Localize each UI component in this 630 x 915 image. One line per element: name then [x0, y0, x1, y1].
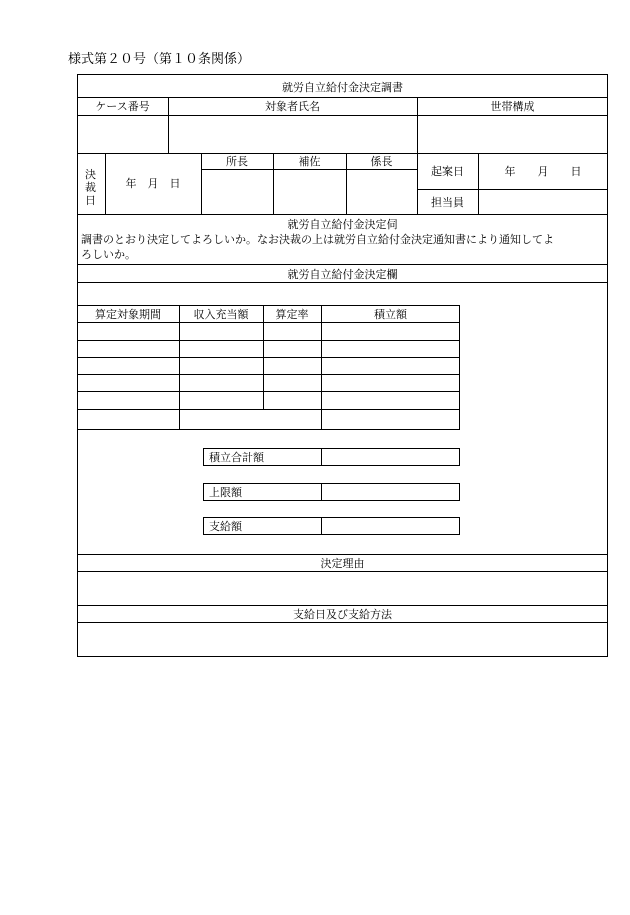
column-header: 収入充当額	[193, 308, 249, 321]
assistant-stamp-field[interactable]	[274, 170, 345, 213]
decision-date-label: 決裁日	[85, 168, 96, 207]
draft-date-value[interactable]: 年 月 日	[504, 165, 582, 178]
case-number-field[interactable]	[78, 116, 167, 152]
form-title: 就労自立給付金決定調書	[282, 81, 403, 94]
household-label: 世帯構成	[490, 100, 535, 113]
inquiry-title: 就労自立給付金決定伺	[287, 218, 398, 231]
table-row	[77, 374, 460, 375]
payment-label: 支給額	[209, 520, 242, 533]
officer-field[interactable]	[479, 190, 607, 213]
decision-date-value[interactable]: 年 月 日	[125, 177, 181, 190]
decision-title: 就労自立給付金決定欄	[287, 268, 398, 281]
director-label: 所長	[226, 155, 248, 168]
divider	[77, 554, 608, 555]
officer-label: 担当員	[431, 196, 464, 209]
inquiry-text-line2: ろしいか。	[81, 248, 136, 261]
chief-label: 係長	[370, 155, 393, 168]
table-row	[77, 409, 460, 410]
reason-title: 決定理由	[320, 557, 365, 570]
payment-method-title: 支給日及び支給方法	[293, 608, 392, 621]
inquiry-text-line1: 調書のとおり決定してよろしいか。なお決裁の上は就労自立給付金決定通知書により通知してよ	[81, 233, 554, 246]
divider	[77, 264, 608, 265]
limit-field[interactable]	[322, 484, 459, 500]
table-row	[77, 322, 460, 323]
divider	[417, 153, 608, 154]
divider	[77, 214, 608, 215]
table-row	[77, 357, 460, 358]
divider	[77, 153, 417, 154]
calculation-table	[77, 305, 460, 430]
limit-label: 上限額	[209, 486, 242, 499]
form-number: 様式第２０号（第１０条関係）	[68, 52, 251, 67]
divider	[321, 305, 322, 430]
subject-name-label: 対象者氏名	[265, 100, 320, 113]
draft-date-label: 起案日	[431, 165, 464, 178]
column-header: 算定対象期間	[95, 308, 161, 321]
total-label: 積立合計額	[209, 451, 264, 464]
total-field[interactable]	[322, 449, 459, 465]
chief-stamp-field[interactable]	[347, 170, 416, 213]
case-number-label: ケース番号	[95, 100, 150, 113]
divider	[77, 282, 608, 283]
table-row	[77, 391, 460, 392]
column-header: 積立額	[374, 308, 407, 321]
payment-method-field[interactable]	[78, 623, 607, 656]
divider	[77, 605, 608, 606]
director-stamp-field[interactable]	[202, 170, 272, 213]
reason-field[interactable]	[78, 572, 607, 604]
column-header: 算定率	[275, 308, 309, 321]
subject-name-field[interactable]	[169, 116, 416, 152]
household-field[interactable]	[418, 116, 607, 152]
divider	[77, 97, 608, 98]
divider	[179, 305, 180, 430]
payment-field[interactable]	[322, 518, 459, 534]
assistant-label: 補佐	[298, 155, 321, 168]
table-row	[77, 340, 460, 341]
